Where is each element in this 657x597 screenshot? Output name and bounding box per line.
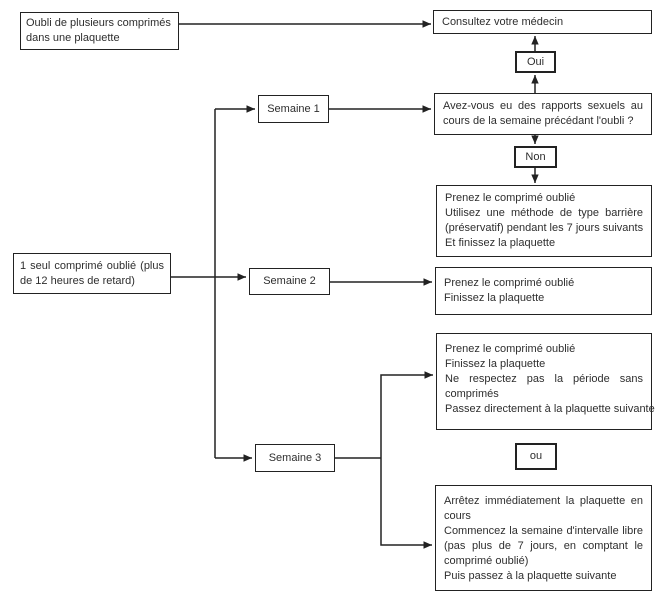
node-text-line: Et finissez la plaquette (445, 237, 556, 249)
node-text-line: (pas plus de 7 jours, en comptant le (444, 540, 643, 552)
node-text-line: Semaine 1 (267, 102, 320, 115)
node-text-line: Arrêtez immédiatement la plaquette en (444, 495, 643, 507)
node-semaine-3 (255, 444, 335, 472)
node-text-line: 1 seul comprimé oublié (plus (20, 260, 164, 272)
node-text-line: Semaine 3 (268, 451, 322, 464)
node-ne-respectez-pas-periode (436, 333, 655, 430)
node-text-line: Oubli de plusieurs comprimés (26, 17, 171, 29)
node-text-line: ou (529, 450, 543, 462)
node-text-line: cours de la semaine précédant l'oubli ? (443, 115, 634, 127)
node-text-line: cours (444, 510, 471, 522)
node-prenez-comprime-barriere (436, 185, 652, 257)
node-text-line: Puis passez à la plaquette suivante (444, 570, 617, 582)
node-text-line: Finissez la plaquette (444, 292, 545, 304)
node-semaine-2 (249, 268, 330, 295)
node-text-line: Avez-vous eu des rapports sexuels au (443, 100, 643, 112)
node-text-line: Oui (526, 55, 545, 68)
node-question-rapports-sexuels (434, 93, 652, 135)
node-prenez-finissez-plaquette (435, 267, 652, 315)
node-text-line: Finissez la plaquette (445, 358, 546, 370)
node-label-non (514, 146, 557, 168)
node-text-line: comprimé oublié) (444, 555, 529, 567)
node-text-line: dans une plaquette (26, 32, 120, 44)
node-text-line: Prenez le comprimé oublié (445, 343, 576, 355)
node-text-line: Prenez le comprimé oublié (444, 277, 575, 289)
node-text-line: Semaine 2 (263, 275, 316, 287)
node-semaine-1 (258, 95, 329, 123)
node-text-line: comprimés (445, 388, 499, 400)
node-text-line: Prenez le comprimé oublié (445, 192, 576, 204)
connector-semaine3-to-nerespectez (381, 375, 433, 458)
node-text-line: Consultez votre médecin (442, 15, 564, 28)
node-text-line: Ne respectez pas la période sans (445, 373, 643, 385)
node-label-oui (515, 51, 556, 73)
node-label-ou (515, 443, 557, 470)
node-text-line: Non (525, 150, 546, 163)
node-oubli-plusieurs-comprimes (20, 12, 179, 50)
node-text-line: Commencez la semaine d'intervalle libre (444, 525, 643, 537)
node-text-line: Passez directement à la plaquette suivante (445, 403, 655, 415)
node-text-line: Utilisez une méthode de type barrière (445, 207, 643, 219)
node-text-line: (préservatif) pendant les 7 jours suivants (445, 222, 644, 234)
node-arretez-plaquette-en-cours (435, 485, 652, 591)
connector-semaine3-to-arretez (381, 458, 432, 545)
node-text-line: de 12 heures de retard) (20, 275, 135, 287)
node-un-seul-comprime-oublie (13, 253, 171, 294)
node-consultez-votre-medecin (433, 10, 652, 34)
